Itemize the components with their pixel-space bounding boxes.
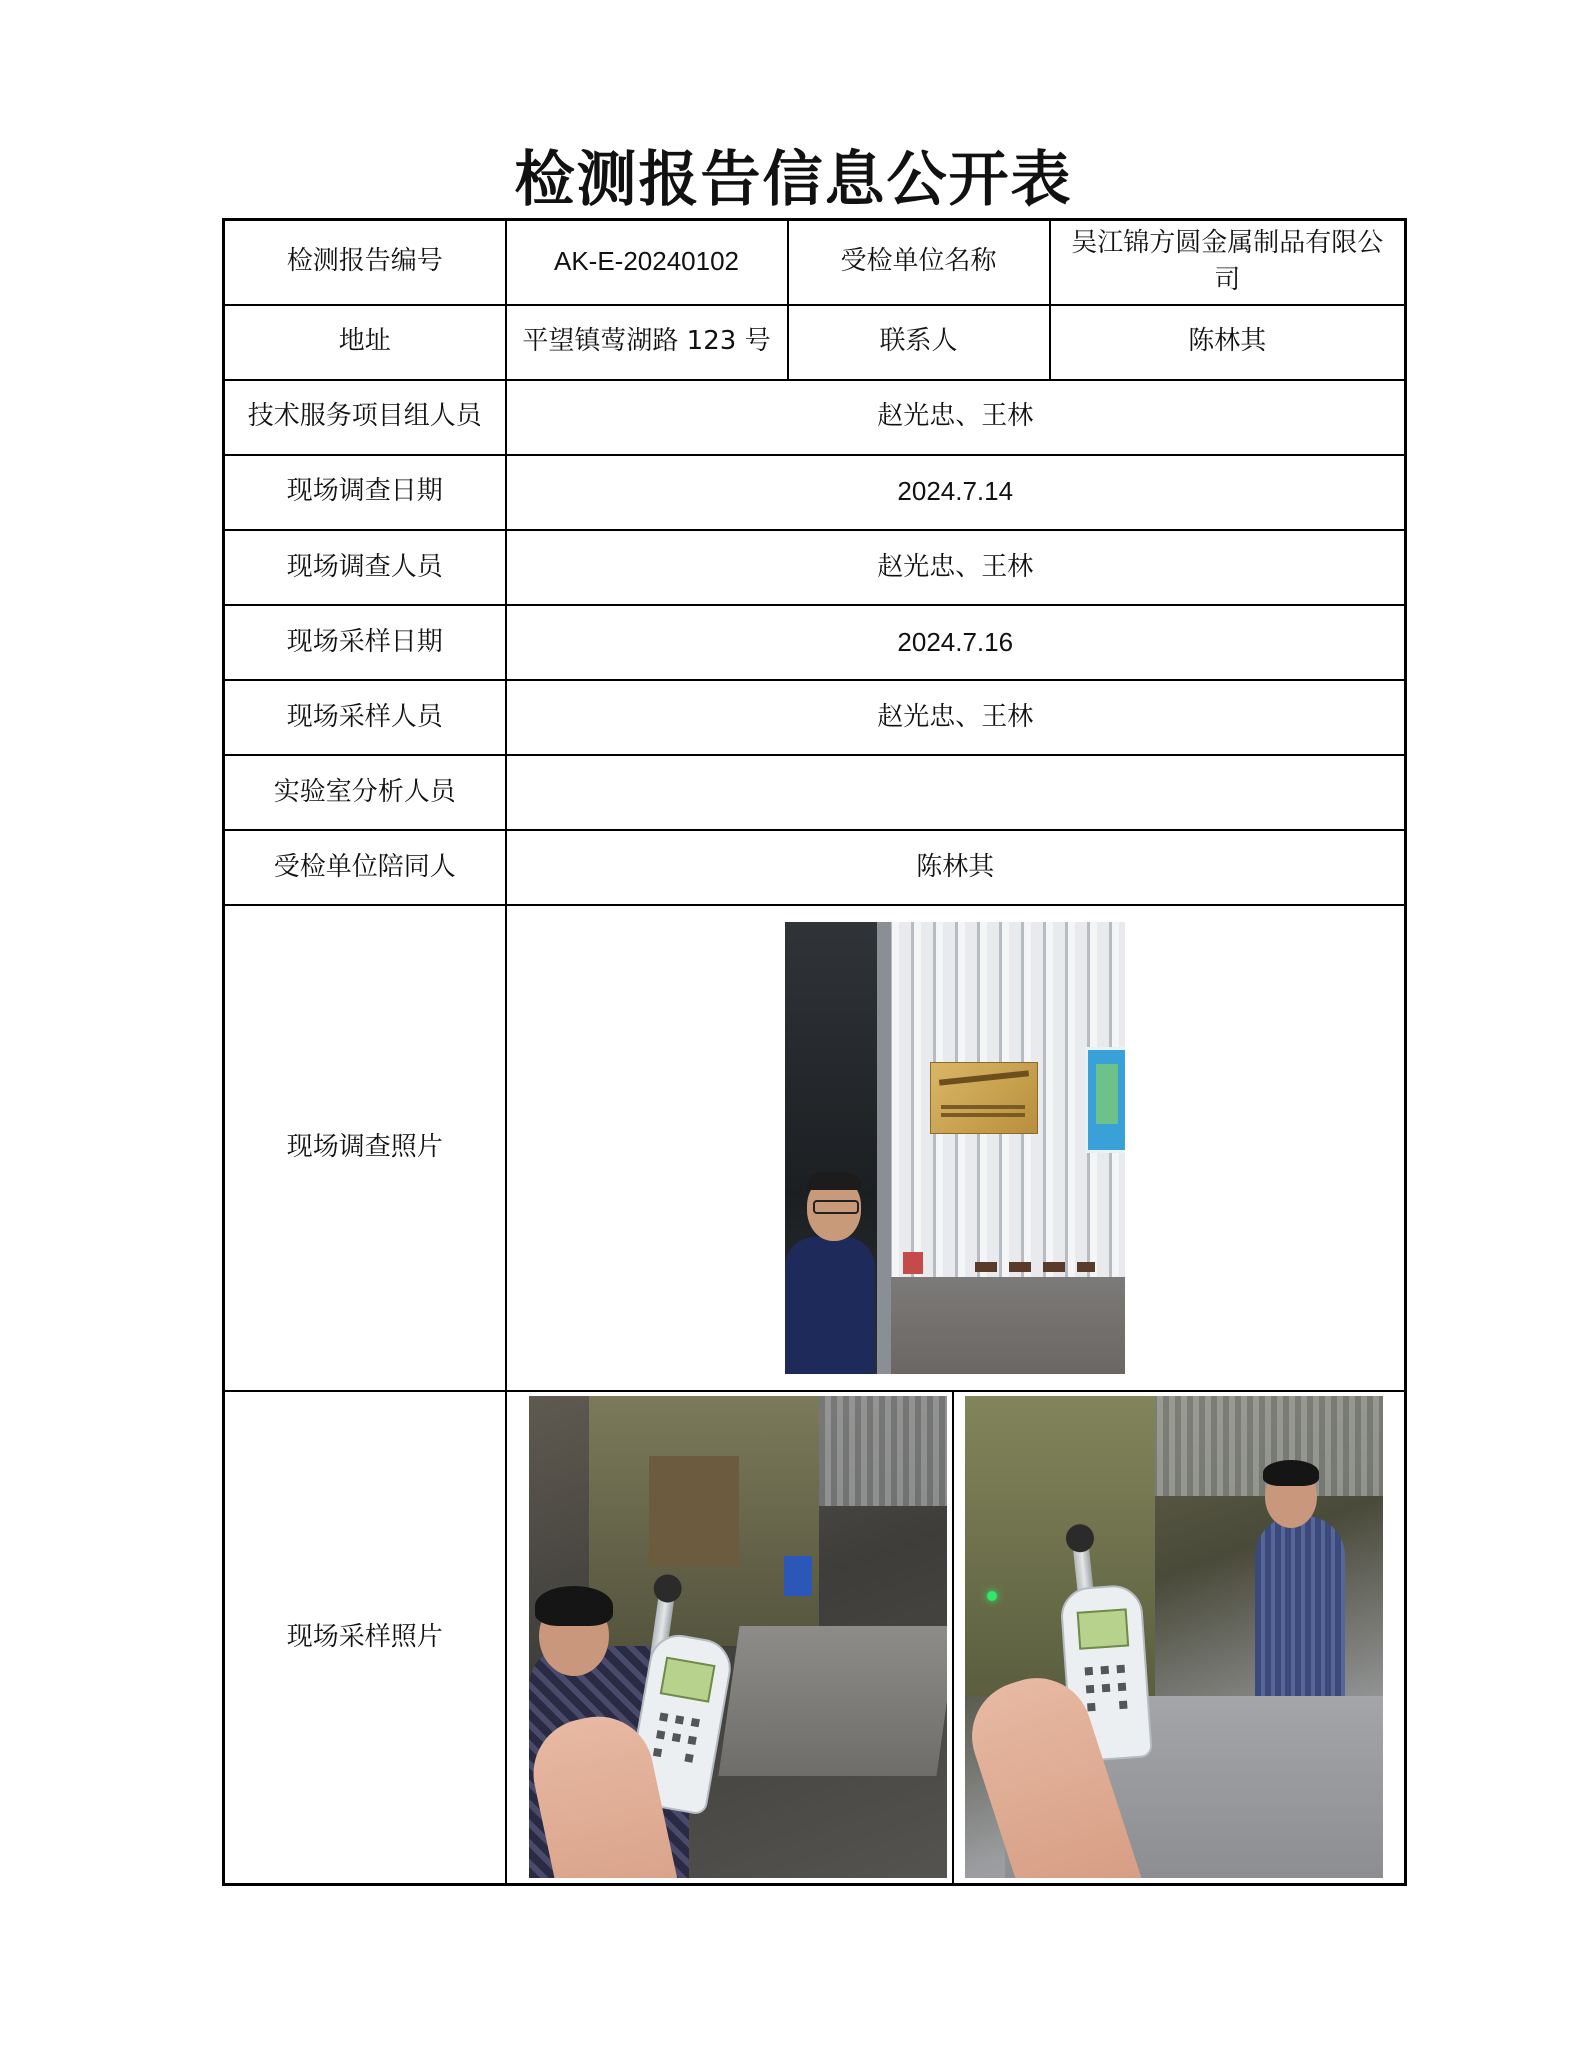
table-row bbox=[224, 755, 1406, 830]
escort-label: 受检单位陪同人 bbox=[224, 830, 506, 905]
survey-staff-label: 现场调查人员 bbox=[224, 530, 506, 605]
escort-value: 陈林其 bbox=[506, 830, 1406, 905]
team-value: 赵光忠、王林 bbox=[506, 380, 1406, 455]
table-row bbox=[224, 455, 1406, 530]
survey-staff-value: 赵光忠、王林 bbox=[506, 530, 1406, 605]
survey-photo-cell bbox=[506, 905, 1406, 1391]
sampling-photo-2 bbox=[965, 1396, 1383, 1878]
sampling-date-value: 2024.7.16 bbox=[506, 605, 1406, 680]
lab-staff-label: 实验室分析人员 bbox=[224, 755, 506, 830]
survey-date-value: 2024.7.14 bbox=[506, 455, 1406, 530]
report-table bbox=[222, 218, 1407, 1886]
table-row bbox=[224, 680, 1406, 755]
page-title: 检测报告信息公开表 bbox=[514, 145, 1073, 215]
table-row bbox=[224, 305, 1406, 380]
sampling-photo-cell bbox=[506, 1391, 1406, 1885]
table-row bbox=[224, 380, 1406, 455]
lab-staff-value bbox=[506, 755, 1406, 830]
report-no-value: AK-E-20240102 bbox=[506, 220, 788, 305]
contact-label: 联系人 bbox=[788, 305, 1050, 380]
address-label: 地址 bbox=[224, 305, 506, 380]
table-row bbox=[224, 830, 1406, 905]
survey-date-label: 现场调查日期 bbox=[224, 455, 506, 530]
table-row bbox=[224, 905, 1406, 1391]
survey-photo bbox=[785, 922, 1125, 1374]
address-value: 平望镇莺湖路 123 号 bbox=[506, 305, 788, 380]
sampling-staff-value: 赵光忠、王林 bbox=[506, 680, 1406, 755]
sampling-photo-1 bbox=[529, 1396, 947, 1878]
client-label: 受检单位名称 bbox=[788, 220, 1050, 305]
team-label: 技术服务项目组人员 bbox=[224, 380, 506, 455]
client-value: 吴江锦方圆金属制品有限公司 bbox=[1050, 220, 1406, 305]
survey-photo-label: 现场调查照片 bbox=[224, 905, 506, 1391]
report-no-label: 检测报告编号 bbox=[224, 220, 506, 305]
photo-divider bbox=[952, 1392, 954, 1883]
sampling-date-label: 现场采样日期 bbox=[224, 605, 506, 680]
table-row bbox=[224, 220, 1406, 305]
sampling-photo-label: 现场采样照片 bbox=[224, 1391, 506, 1885]
table-row bbox=[224, 1391, 1406, 1885]
contact-value: 陈林其 bbox=[1050, 305, 1406, 380]
table-row bbox=[224, 605, 1406, 680]
table-row bbox=[224, 530, 1406, 605]
sampling-staff-label: 现场采样人员 bbox=[224, 680, 506, 755]
